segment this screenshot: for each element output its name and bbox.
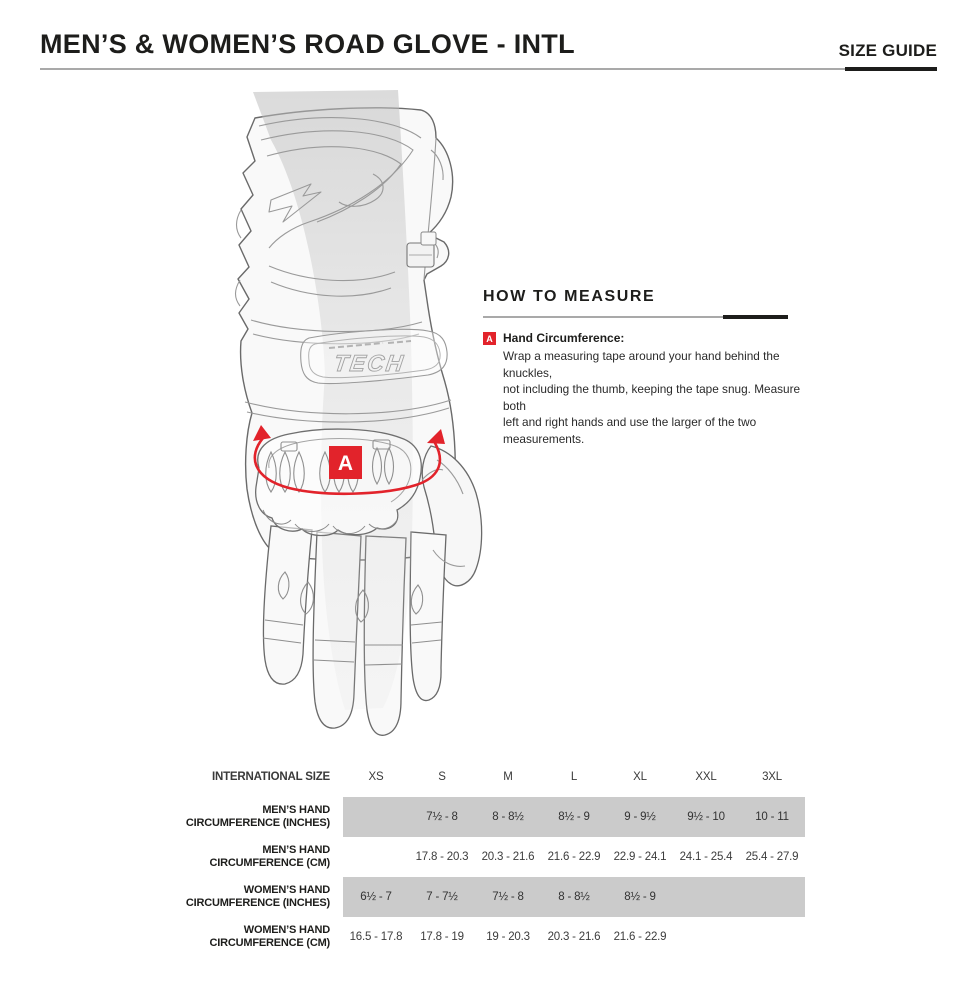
table-cell: 8½ - 9 bbox=[541, 797, 607, 837]
table-cell: 24.1 - 25.4 bbox=[679, 851, 733, 863]
table-row-womens-cm bbox=[0, 917, 805, 957]
table-cell: 7 - 7½ bbox=[409, 877, 475, 917]
hand-circumference-description bbox=[503, 348, 801, 447]
table-cell bbox=[343, 837, 409, 877]
size-table bbox=[0, 757, 805, 957]
table-cell: 9½ - 10 bbox=[673, 797, 739, 837]
size-column-header: L bbox=[570, 771, 578, 783]
table-cell bbox=[673, 877, 739, 917]
header-divider-black bbox=[845, 67, 937, 71]
table-cell: 17.8 - 20.3 bbox=[415, 851, 469, 863]
tech-patch bbox=[301, 329, 447, 383]
description-line: left and right hands and use the larger of the two measurements. bbox=[503, 415, 757, 446]
size-column-header: 3XL bbox=[762, 771, 782, 783]
table-cell: 22.9 - 24.1 bbox=[613, 851, 667, 863]
table-cell: 9 - 9½ bbox=[607, 797, 673, 837]
table-cell: 6½ - 7 bbox=[343, 877, 409, 917]
size-table-header-label: INTERNATIONAL SIZE bbox=[211, 770, 330, 783]
header-divider-gray bbox=[40, 68, 937, 70]
row-label: WOMEN’S HAND CIRCUMFERENCE (CM) bbox=[209, 924, 330, 949]
table-cell bbox=[739, 877, 805, 917]
row-label: MEN’S HAND CIRCUMFERENCE (CM) bbox=[209, 844, 330, 869]
size-column-header: M bbox=[503, 771, 513, 783]
table-cell: 16.5 - 17.8 bbox=[349, 931, 403, 943]
measure-marker-label: A bbox=[337, 452, 354, 475]
table-cell: 20.3 - 21.6 bbox=[481, 851, 535, 863]
knuckle-protector bbox=[256, 429, 422, 535]
glove-finger-pinky bbox=[263, 526, 312, 684]
row-label: WOMEN’S HAND CIRCUMFERENCE (INCHES) bbox=[185, 884, 330, 909]
size-guide-label: SIZE GUIDE bbox=[838, 41, 937, 60]
how-to-measure-section bbox=[483, 288, 801, 447]
glove-illustration-svg bbox=[225, 80, 495, 750]
size-column-header: S bbox=[438, 771, 446, 783]
how-to-divider-black bbox=[723, 315, 788, 319]
table-row-womens-inches bbox=[0, 877, 805, 917]
table-cell bbox=[739, 917, 805, 957]
table-row-mens-inches bbox=[0, 797, 805, 837]
hand-circumference-marker: A bbox=[483, 332, 496, 345]
table-row-mens-cm bbox=[0, 837, 805, 877]
table-cell: 21.6 - 22.9 bbox=[613, 931, 667, 943]
size-column-header: XXL bbox=[695, 771, 717, 783]
table-cell: 7½ - 8 bbox=[475, 877, 541, 917]
table-cell: 8 - 8½ bbox=[541, 877, 607, 917]
table-cell: 25.4 - 27.9 bbox=[745, 851, 799, 863]
glove-finger-index bbox=[410, 532, 446, 701]
row-label: MEN’S HAND CIRCUMFERENCE (INCHES) bbox=[185, 804, 330, 829]
table-cell bbox=[343, 797, 409, 837]
description-line: not including the thumb, keeping the tape snug. Measure both bbox=[503, 382, 801, 413]
tech-patch-text: TECH bbox=[332, 350, 407, 376]
table-cell: 20.3 - 21.6 bbox=[547, 931, 601, 943]
how-to-measure-heading: HOW TO MEASURE bbox=[483, 288, 656, 305]
size-column-header: XS bbox=[368, 771, 384, 783]
table-cell: 19 - 20.3 bbox=[486, 931, 530, 943]
description-line: Wrap a measuring tape around your hand behind the knuckles, bbox=[503, 349, 780, 380]
page-title: MEN’S & WOMEN’S ROAD GLOVE - INTL bbox=[40, 29, 575, 59]
header-divider bbox=[40, 67, 937, 72]
size-table-header-row bbox=[0, 757, 805, 797]
table-cell bbox=[673, 917, 739, 957]
table-cell: 21.6 - 22.9 bbox=[547, 851, 601, 863]
table-cell: 8 - 8½ bbox=[475, 797, 541, 837]
size-column-header: XL bbox=[633, 771, 647, 783]
table-cell: 17.8 - 19 bbox=[420, 931, 464, 943]
table-cell: 7½ - 8 bbox=[409, 797, 475, 837]
hand-circumference-term: Hand Circumference: bbox=[503, 331, 625, 345]
how-to-measure-divider bbox=[483, 315, 788, 319]
glove-illustration bbox=[225, 80, 495, 750]
table-cell: 8½ - 9 bbox=[607, 877, 673, 917]
table-cell: 10 - 11 bbox=[739, 797, 805, 837]
